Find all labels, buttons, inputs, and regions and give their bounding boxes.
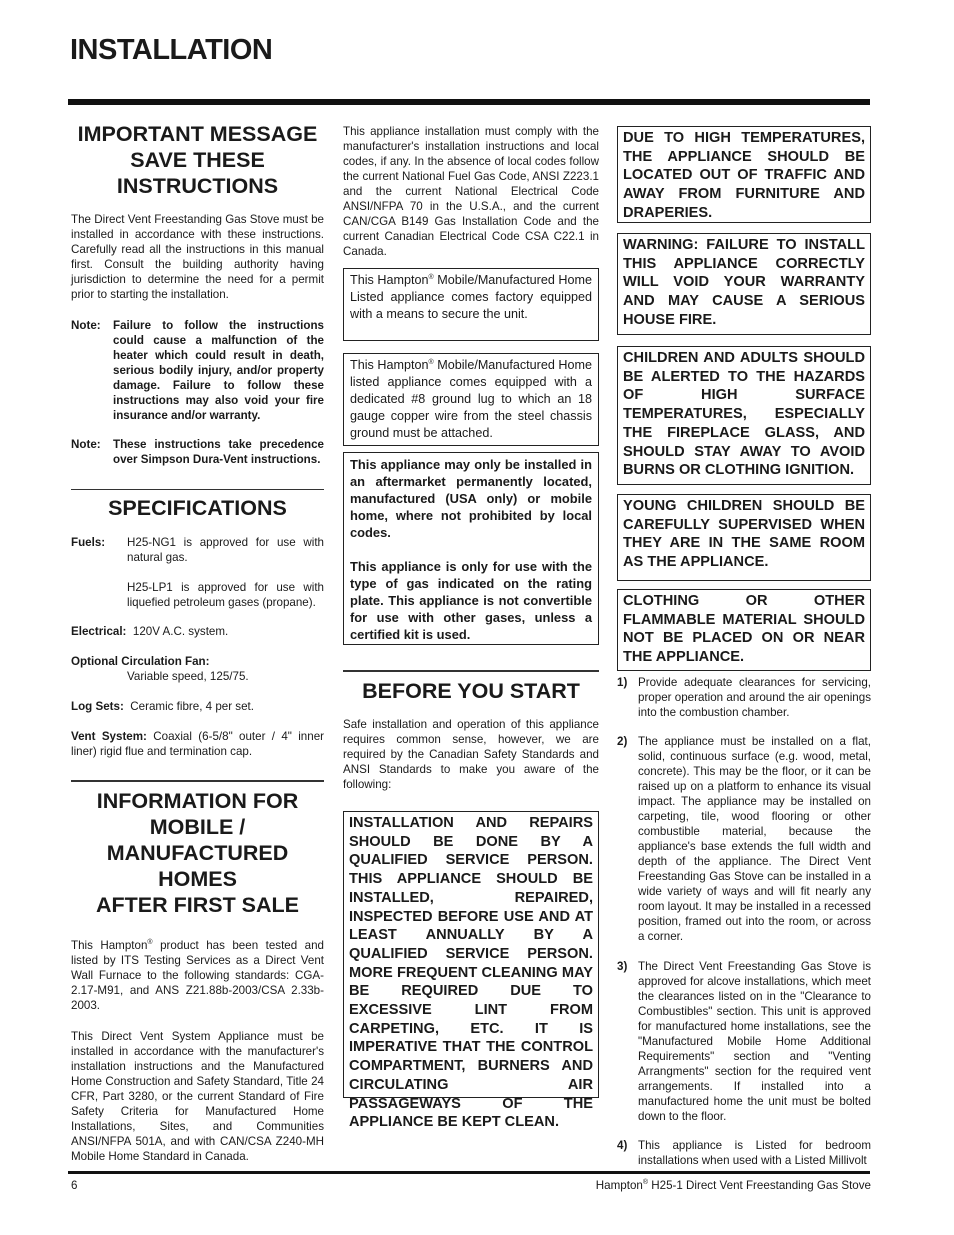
- item-text: Provide adequate clearances for servicing, proper operation and around the air openings into the combustion chamber.: [638, 676, 871, 719]
- list-item: [617, 734, 871, 944]
- note-1: [71, 318, 324, 423]
- mobile-heading-line: MOBILE /: [149, 815, 246, 839]
- before-you-start-text: Safe installation and operation of this appliance requires common sense, however, we are required by the Canadian Safety Standards and ANSI Standards to make you aware of the following:: [343, 718, 599, 791]
- gas-type-text: This appliance is only for use with the type of gas indicated on the rating plate. This appliance is not convertible for use with other gases, unless a certified kit is used.: [350, 559, 592, 642]
- list-item: [617, 1138, 871, 1168]
- mobile-heading-line: MANUFACTURED: [106, 841, 289, 865]
- spec-label: Electrical:: [71, 625, 127, 638]
- note-text: These instructions take precedence over Simpson Dura-Vent instructions.: [113, 438, 324, 466]
- footer-title: [596, 1179, 871, 1192]
- item-text: This appliance is Listed for bedroom installations when used with a Listed Millivolt: [638, 1139, 871, 1167]
- text-fragment: This Hampton: [350, 358, 429, 372]
- aftermarket-box: [343, 452, 599, 645]
- spec-label: Vent System:: [71, 730, 147, 743]
- spec-label: Log Sets:: [71, 700, 124, 713]
- spec-label: Optional Circulation Fan:: [71, 655, 210, 668]
- warning-box: CLOTHING OR OTHER FLAMMABLE MATERIAL SHOULD NOT BE PLACED ON OR NEAR THE APPLIANCE.: [617, 589, 871, 671]
- spec-fuels: [71, 535, 324, 610]
- before-you-start-heading: BEFORE YOU START: [362, 679, 580, 703]
- text-fragment: This Hampton: [350, 273, 429, 287]
- spec-value: Variable speed, 125/75.: [127, 670, 249, 683]
- mobile-secure-box: [343, 268, 599, 341]
- mobile-paragraph-2: This Direct Vent System Appliance must be installed in accordance with the manufacturer's installation instructions and the Manufactured Home Construction and Safety Standard, Title 24 CFR, Part 3280, or the current Standard of Fire Safety Criteria for Manufactured Home Installations, Sites, and Communities ANSI/NFPA 501A, and with CAN/CSA Z240-MH Mobile Home Standard in Canada.: [71, 1030, 324, 1163]
- text-fragment: Mobile/Manufactured Home Listed appliance comes factory equipped with a means to secure the unit.: [350, 273, 592, 321]
- installation-warning-box: INSTALLATION AND REPAIRS SHOULD BE DONE BY A QUALIFIED SERVICE PERSON. THIS APPLIANCE SHOULD BE INSTALLED, REPAIRED, INSPECTED BEFORE USE AND AT LEAST ANNUALLY BY A QUALIFIED SERVICE PERSON. MORE FREQUENT CLEANING MAY BE REQUIRED DUE TO EXCESSIVE LINT FROM CARPETING, ETC. IT IS IMPERATIVE THAT THE CONTROL COMPARTMENT, BURNERS AND CIRCULATING AIR PASSAGEWAYS OF THE APPLIANCE BE KEPT CLEAN.: [343, 811, 599, 1098]
- item-text: The appliance must be installed on a flat, solid, continuous surface (e.g. wood, metal, concrete). This may be the floor, or it can be raised up on a platform to enhance its visual impact. The appliance may be installed on carpeting, tile, wood flooring or other combustible material, because the appliance's base extends the full width and depth of the appliance. The Direct Vent Freestanding Gas Stove can be installed in a wide variety of ways and will fit nearly any room layout. It may be installed in a recessed position, framed out into the room, or across a corner.: [638, 735, 871, 943]
- warning-box: DUE TO HIGH TEMPERATURES, THE APPLIANCE SHOULD BE LOCATED OUT OF TRAFFIC AND AWAY FROM FURNITURE AND DRAPERIES.: [617, 126, 871, 223]
- item-number: 2): [617, 735, 628, 748]
- mobile-heading-line: HOMES: [158, 867, 237, 891]
- spec-value: Coaxial (6-5/8" outer / 4" inner liner) rigid flue and termination cap.: [71, 730, 325, 758]
- spec-value: 120V A.C. system.: [132, 625, 229, 638]
- item-number: 3): [617, 960, 628, 973]
- list-item: [617, 959, 871, 1124]
- section-divider: [71, 489, 324, 490]
- spec-value: H25-NG1 is approved for use with natural gas.: [127, 536, 324, 564]
- warning-box: YOUNG CHILDREN SHOULD BE CAREFULLY SUPERVISED WHEN THEY ARE IN THE SAME ROOM AS THE APPLIANCE.: [617, 494, 871, 581]
- section-divider: [343, 670, 599, 672]
- mobile-heading: [71, 788, 324, 918]
- registered-mark: ®: [147, 939, 153, 947]
- text-fragment: Mobile/Manufactured Home listed appliance comes equipped with a dedicated #8 ground lug to which an 18 gauge copper wire from the steel chassis ground must be attached.: [350, 358, 592, 440]
- note-label: Note:: [71, 438, 101, 451]
- spec-logs: [71, 699, 324, 714]
- section-divider: [71, 780, 324, 782]
- spec-vent: [71, 729, 324, 759]
- mobile-paragraph-1: [71, 938, 324, 1013]
- note-label: Note:: [71, 319, 101, 332]
- important-heading-line: SAVE THESE: [130, 148, 265, 172]
- note-text: Failure to follow the instructions could cause a malfunction of the heater which could result in death, serious bodily injury, and/or property damage. Failure to follow these instructions may also void your fire insurance and/or warranty.: [113, 319, 324, 422]
- specifications-heading: SPECIFICATIONS: [108, 496, 287, 520]
- registered-mark: ®: [428, 273, 434, 281]
- spec-label: Fuels:: [71, 536, 106, 549]
- page-number: 6: [71, 1179, 78, 1192]
- bottom-rule: [68, 1171, 870, 1174]
- compliance-paragraph: This appliance installation must comply with the manufacturer's installation instructions and local codes, if any. In the absence of local codes follow the current National Fuel Gas Code, ANSI Z223.1 and the current National Electrical Code ANSI/NFPA 70 in the U.S.A., and the current CAN/CGA B149 Gas Installation Code and the current Canadian Electrical Code CSA C22.1 in Canada.: [343, 125, 599, 258]
- registered-mark: ®: [642, 1179, 649, 1187]
- important-heading: [71, 121, 324, 199]
- important-intro: The Direct Vent Freestanding Gas Stove must be installed in accordance with these instructions. Carefully read all the instructions in this manual first. Consult the building authority having jurisdiction to determine the need for a permit prior to starting the installation.: [71, 213, 324, 301]
- spec-value: Ceramic fibre, 4 per set.: [130, 700, 254, 713]
- item-number: 1): [617, 676, 628, 689]
- warning-box: WARNING: FAILURE TO INSTALL THIS APPLIANCE CORRECTLY WILL VOID YOUR WARRANTY AND MAY CAUSE A SERIOUS HOUSE FIRE.: [617, 233, 871, 335]
- list-item: [617, 675, 871, 720]
- text-fragment: This Hampton: [71, 939, 148, 952]
- registered-mark: ®: [428, 358, 434, 366]
- warning-box: CHILDREN AND ADULTS SHOULD BE ALERTED TO THE HAZARDS OF HIGH SURFACE TEMPERATURES, ESPECIALLY THE FIREPLACE GLASS, AND SHOULD STAY AWAY TO AVOID BURNS OR CLOTHING IGNITION.: [617, 346, 871, 485]
- item-text: The Direct Vent Freestanding Gas Stove is approved for alcove installations, which meet the clearances listed on in the "Clearance to Combustibles" section. This unit is approved for manufactured home installations, see the "Manufactured Mobile Home Additional Requirements" section and "Venting Arrangments" section for the required vent arrangements. If installed into a manufactured home the unit must be bolted down to the floor.: [638, 960, 871, 1123]
- mobile-heading-line: INFORMATION FOR: [96, 789, 299, 813]
- item-number: 4): [617, 1139, 628, 1152]
- spec-fan: [71, 654, 324, 684]
- text-fragment: product has been tested and listed by ITS Testing Services as a Direct Vent Wall Furnace to the following standards: CGA-2.17-M91, and ANS Z21.88b-2003/CSA 2.33b-2003.: [71, 939, 324, 1012]
- note-2: [71, 437, 324, 467]
- spec-electrical: [71, 624, 324, 639]
- important-heading-line: INSTRUCTIONS: [116, 174, 279, 198]
- important-heading-line: IMPORTANT MESSAGE: [77, 122, 318, 146]
- spec-value: H25-LP1 is approved for use with liquefied petroleum gases (propane).: [127, 581, 324, 609]
- footer-brand: Hampton: [595, 1179, 643, 1192]
- footer-product: H25-1 Direct Vent Freestanding Gas Stove: [651, 1179, 871, 1192]
- aftermarket-text: This appliance may only be installed in an aftermarket permanently located, manufactured (USA only) or mobile home, where not prohibited by local codes.: [350, 457, 592, 540]
- mobile-heading-line: AFTER FIRST SALE: [95, 893, 300, 917]
- top-rule: [68, 99, 870, 105]
- page-title: INSTALLATION: [70, 34, 273, 66]
- ground-lug-box: [343, 353, 599, 446]
